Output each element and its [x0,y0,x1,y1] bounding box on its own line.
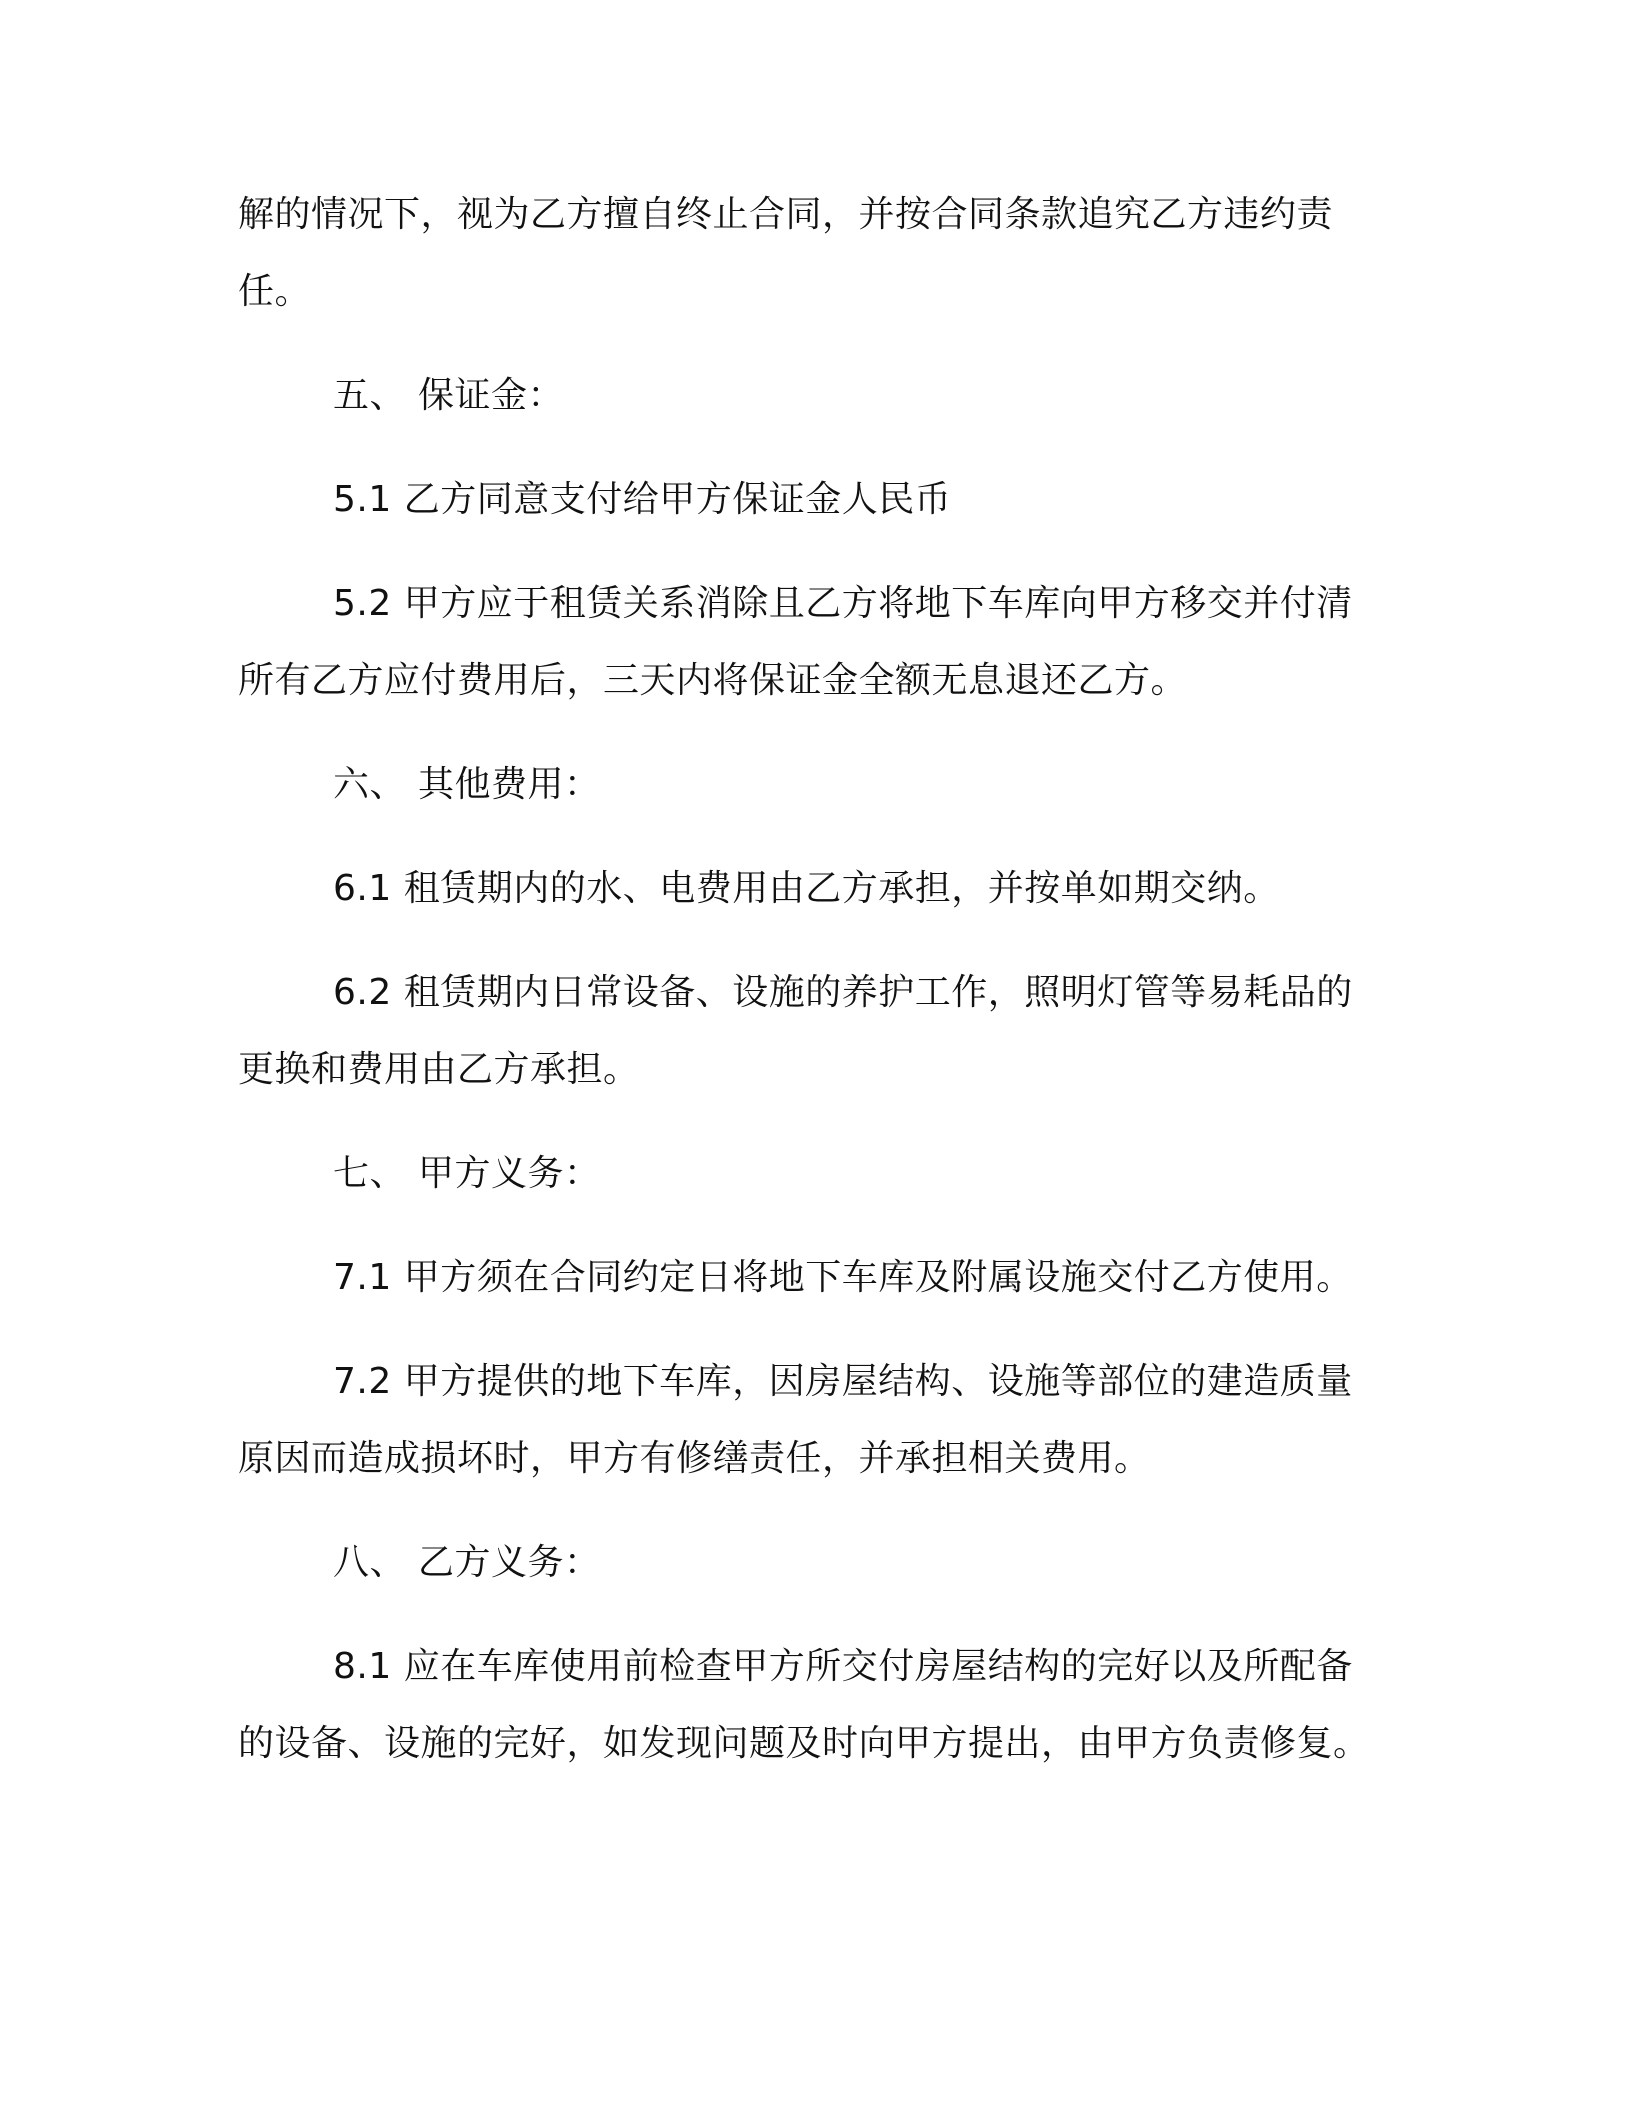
section-heading-7: 七、 甲方义务： [333,1153,601,1194]
clause-8-1-continued: 的设备、设施的完好，如发现问题及时向甲方提出，由甲方负责修复。 [238,1723,1370,1764]
clause-6-2-continued: 更换和费用由乙方承担。 [238,1049,640,1090]
paragraph-line: 解的情况下，视为乙方擅自终止合同，并按合同条款追究乙方违约责 [238,194,1334,235]
section-heading-8: 八、 乙方义务： [333,1542,601,1583]
clause-8-1: 8.1 应在车库使用前检查甲方所交付房屋结构的完好以及所配备 [333,1646,1353,1687]
clause-7-2-continued: 原因而造成损坏时，甲方有修缮责任，并承担相关费用。 [238,1438,1151,1479]
clause-6-1: 6.1 租赁期内的水、电费用由乙方承担，并按单如期交纳。 [333,868,1280,909]
section-heading-5: 五、 保证金： [333,375,564,416]
clause-7-1: 7.1 甲方须在合同约定日将地下车库及附属设施交付乙方使用。 [333,1257,1353,1298]
clause-7-2: 7.2 甲方提供的地下车库，因房屋结构、设施等部位的建造质量 [333,1361,1353,1402]
clause-5-1: 5.1 乙方同意支付给甲方保证金人民币 [333,479,952,520]
clause-6-2: 6.2 租赁期内日常设备、设施的养护工作，照明灯管等易耗品的 [333,972,1353,1013]
paragraph-line: 任。 [238,271,312,312]
section-heading-6: 六、 其他费用： [333,764,601,805]
clause-5-2-continued: 所有乙方应付费用后，三天内将保证金全额无息退还乙方。 [238,660,1188,701]
clause-5-2: 5.2 甲方应于租赁关系消除且乙方将地下车库向甲方移交并付清 [333,583,1353,624]
